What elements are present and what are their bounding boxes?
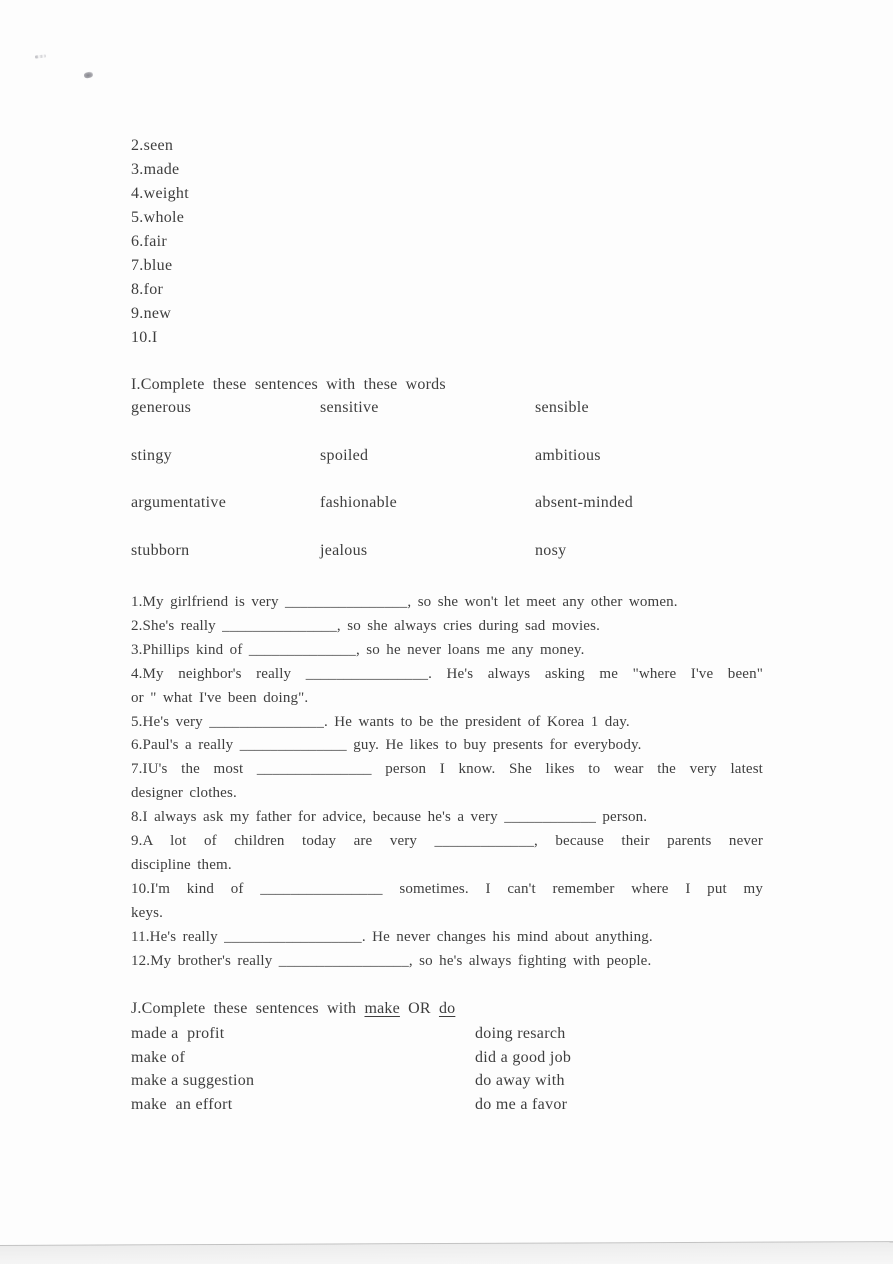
answer-item: 5.whole [131,209,185,226]
sentence [131,734,763,758]
do-phrase: did a good job [475,1048,572,1066]
sentence [131,663,763,711]
make-phrase: make a suggestion [131,1072,255,1090]
do-phrase: do me a favor [475,1095,568,1113]
answer-item: 9.new [131,305,172,322]
sentence-line: 11.He's really __________________. He never changes his mind about anything. [131,928,653,945]
section-j-heading [131,997,455,1021]
scan-page-edge [0,1241,893,1264]
word-bank-item: nosy [535,542,567,560]
sentence-line: 12.My brother's really _________________, so he's always fighting with people. [131,952,652,969]
section-i-heading: I.Complete these sentences with these words [131,376,446,393]
make-phrase: make an effort [131,1095,233,1113]
sentence-line: 4.My neighbor's really ________________. He's always asking me "where I've been" [131,665,763,682]
answer-item: 2.seen [131,137,174,154]
word-bank-item: jealous [320,542,368,560]
make-do-list [131,1022,763,1116]
sentence [131,926,763,950]
word-bank-item: absent-minded [535,494,634,512]
sentence-line: 2.She's really _______________, so she always cries during sad movies. [131,617,600,634]
word-bank [131,399,771,590]
sentence-line: 10.I'm kind of ________________ sometimes. I can't remember where I put my [131,880,763,897]
sentence-line: 6.Paul's a really ______________ guy. He likes to buy presents for everybody. [131,737,642,754]
word-bank-item: sensitive [320,399,379,416]
word-bank-item: stingy [131,446,172,464]
answer-item: 3.made [131,161,180,178]
section-j-heading-middle: OR [399,1000,439,1017]
sentence-line: 7.IU's the most _______________ person I know. She likes to wear the very latest [131,761,763,778]
sentence [131,950,763,974]
sentence [131,615,763,639]
word-bank-item: argumentative [131,494,227,512]
word-bank-item: sensible [535,399,589,416]
word-bank-item: stubborn [131,542,190,560]
word-bank-item: spoiled [320,446,369,464]
sentence-line: keys. [131,904,163,921]
section-j-heading-prefix: J.Complete these sentences with [131,1000,365,1017]
sentence-line: discipline them. [131,856,232,873]
word-bank-item: fashionable [320,494,398,512]
sentence-line: 1.My girlfriend is very ________________, so she won't let meet any other women. [131,594,678,610]
answer-item: 6.fair [131,233,168,250]
sentence-line: or " what I've been doing". [131,689,309,706]
sentence-line: 8.I always ask my father for advice, because he's a very ____________ person. [131,809,648,826]
sentence-line: 3.Phillips kind of ______________, so he never loans me any money. [131,641,585,658]
answer-item: 10.I [131,329,158,346]
do-phrase: doing resarch [475,1025,566,1042]
make-phrase: made a profit [131,1025,225,1042]
do-phrase: do away with [475,1072,565,1090]
word-bank-item: generous [131,399,192,416]
sentence-line: 5.He's very _______________. He wants to be the president of Korea 1 day. [131,713,630,730]
sentence [131,639,763,663]
scan-artifact [35,54,46,58]
make-phrase: make of [131,1048,186,1066]
answer-item: 7.blue [131,257,173,274]
answer-item: 8.for [131,281,164,298]
scan-artifact [84,71,94,78]
word-bank-item: ambitious [535,446,601,464]
sentence [131,591,763,615]
sentence-line: 9.A lot of children today are very _____________, because their parents never [131,833,763,850]
answer-list [131,134,189,350]
answer-item: 4.weight [131,185,189,202]
sentence-line: designer clothes. [131,785,237,802]
sentence [131,830,763,878]
sentence [131,806,763,830]
sentence [131,758,763,806]
underlined-make: make [364,1000,400,1017]
sentence [131,711,763,735]
sentence-list [131,591,763,974]
sentence [131,878,763,926]
underlined-do: do [438,1000,456,1017]
